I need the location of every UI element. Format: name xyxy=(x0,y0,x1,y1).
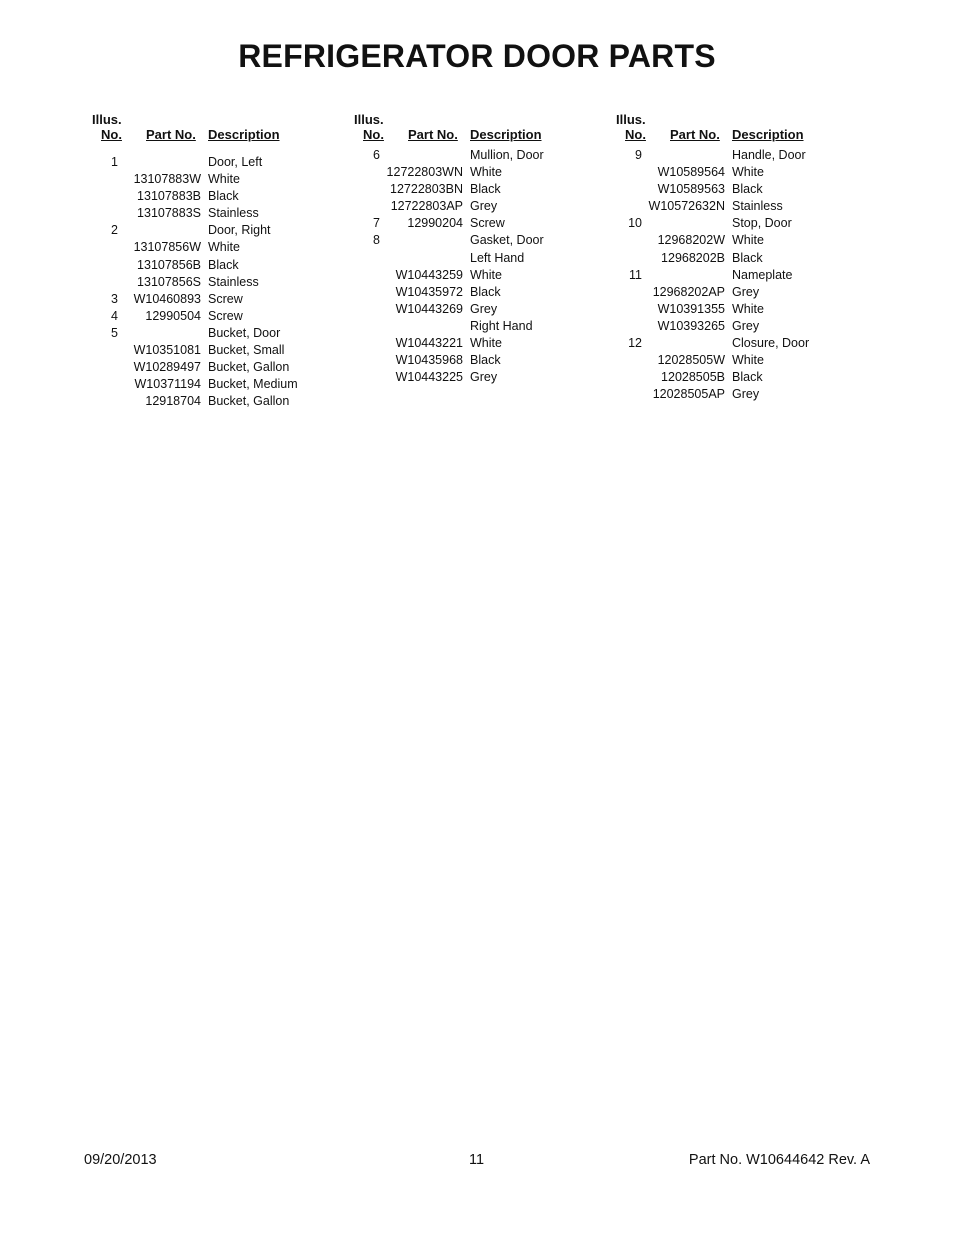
part-number: 13107856B xyxy=(137,257,201,272)
illus-number: 9 xyxy=(635,148,642,162)
part-number: 12990504 xyxy=(145,308,201,323)
part-description: Door, Right xyxy=(208,223,271,238)
footer-page-number: 11 xyxy=(469,1152,485,1168)
part-number: W10371194 xyxy=(134,377,201,392)
part-number: W10443221 xyxy=(395,336,463,351)
part-description: White xyxy=(732,353,764,368)
part-description: Stop, Door xyxy=(732,216,792,231)
part-number: 12990204 xyxy=(407,216,463,231)
part-number: 12968202W xyxy=(657,233,725,248)
part-description: Gasket, Door xyxy=(470,233,544,248)
part-number: 12722803WN xyxy=(386,165,463,180)
footer-part-revision: Part No. W10644642 Rev. A xyxy=(688,1152,870,1168)
part-number: W10572632N xyxy=(648,199,725,214)
illus-number: 6 xyxy=(373,148,380,162)
part-description: Screw xyxy=(470,216,505,231)
part-description: Black xyxy=(732,370,763,385)
part-description: White xyxy=(732,165,764,180)
illus-number: 8 xyxy=(373,233,380,248)
part-description: Grey xyxy=(732,318,760,333)
part-number: W10443259 xyxy=(395,267,463,282)
part-description: Grey xyxy=(470,199,498,214)
footer-date: 09/20/2013 xyxy=(84,1152,157,1168)
part-description: White xyxy=(470,267,502,282)
part-number: W10391355 xyxy=(657,301,725,316)
illus-number: 3 xyxy=(111,291,118,306)
part-number: 12722803AP xyxy=(390,199,463,214)
part-description: Black xyxy=(470,182,501,197)
part-number: W10443225 xyxy=(395,370,463,385)
header-part-no: Part No. xyxy=(146,127,196,142)
part-number: W10589563 xyxy=(657,182,725,197)
header-illus: Illus. xyxy=(92,112,122,127)
header-illus-no: No. xyxy=(101,127,122,142)
part-number: 12028505AP xyxy=(652,387,725,402)
illus-number: 12 xyxy=(628,336,642,351)
part-number: 12918704 xyxy=(145,394,201,409)
part-description: White xyxy=(208,240,240,255)
part-description: White xyxy=(470,336,502,351)
part-number: W10443269 xyxy=(395,301,463,316)
illus-number: 5 xyxy=(111,325,118,340)
illus-number: 1 xyxy=(111,155,118,169)
page-title: REFRIGERATOR DOOR PARTS xyxy=(238,38,716,74)
part-number: W10289497 xyxy=(133,360,201,375)
part-number: W10393265 xyxy=(657,318,725,333)
part-description: Grey xyxy=(732,387,760,402)
part-description: Bucket, Medium xyxy=(208,377,298,392)
illus-number: 10 xyxy=(628,216,642,231)
part-number: 13107856S xyxy=(137,274,201,289)
part-description: Left Hand xyxy=(470,250,525,265)
part-description: Stainless xyxy=(208,274,259,289)
part-description: Grey xyxy=(470,301,498,316)
part-description: Black xyxy=(208,257,239,272)
header-description: Description xyxy=(732,127,804,142)
part-description: Bucket, Small xyxy=(208,343,285,358)
part-description: Stainless xyxy=(732,199,783,214)
part-description: White xyxy=(732,301,764,316)
part-number: 13107856W xyxy=(133,240,201,255)
part-number: 12968202AP xyxy=(652,284,725,299)
part-description: Grey xyxy=(470,370,498,385)
part-description: Mullion, Door xyxy=(470,148,544,162)
part-description: Bucket, Gallon xyxy=(208,360,290,375)
part-description: Black xyxy=(470,284,501,299)
part-number: 12028505B xyxy=(661,370,725,385)
header-part-no: Part No. xyxy=(408,127,458,142)
part-description: Bucket, Gallon xyxy=(208,394,290,409)
header-illus-no: No. xyxy=(363,127,384,142)
part-number: 12968202B xyxy=(661,250,725,265)
part-description: Black xyxy=(732,250,763,265)
illus-number: 11 xyxy=(629,267,642,282)
part-description: Nameplate xyxy=(732,267,793,282)
part-description: Black xyxy=(732,182,763,197)
part-number: 12028505W xyxy=(657,353,725,368)
part-number: 13107883S xyxy=(137,206,201,221)
part-number: W10589564 xyxy=(657,165,725,180)
illus-number: 7 xyxy=(373,216,380,231)
part-description: Handle, Door xyxy=(732,148,806,162)
header-description: Description xyxy=(208,127,280,142)
part-description: Grey xyxy=(732,284,760,299)
part-description: Door, Left xyxy=(208,155,263,169)
part-description: Black xyxy=(470,353,501,368)
part-description: Stainless xyxy=(208,206,259,221)
part-number: 13107883B xyxy=(137,189,201,204)
part-number: 13107883W xyxy=(133,172,201,187)
header-description: Description xyxy=(470,127,542,142)
part-number: W10435972 xyxy=(395,284,463,299)
part-description: Right Hand xyxy=(470,318,533,333)
part-description: Black xyxy=(208,189,239,204)
part-description: White xyxy=(732,233,764,248)
header-part-no: Part No. xyxy=(670,127,720,142)
part-description: Bucket, Door xyxy=(208,325,281,340)
part-number: W10460893 xyxy=(133,291,201,306)
part-description: White xyxy=(470,165,502,180)
illus-number: 2 xyxy=(111,223,118,238)
part-description: Screw xyxy=(208,308,243,323)
header-illus: Illus. xyxy=(616,112,646,127)
illus-number: 4 xyxy=(111,308,118,323)
part-number: W10435968 xyxy=(395,353,463,368)
part-number: 12722803BN xyxy=(390,182,463,197)
part-number: W10351081 xyxy=(133,343,201,358)
part-description: Closure, Door xyxy=(732,336,810,351)
part-description: Screw xyxy=(208,291,243,306)
header-illus-no: No. xyxy=(625,127,646,142)
header-illus: Illus. xyxy=(354,112,384,127)
part-description: White xyxy=(208,172,240,187)
